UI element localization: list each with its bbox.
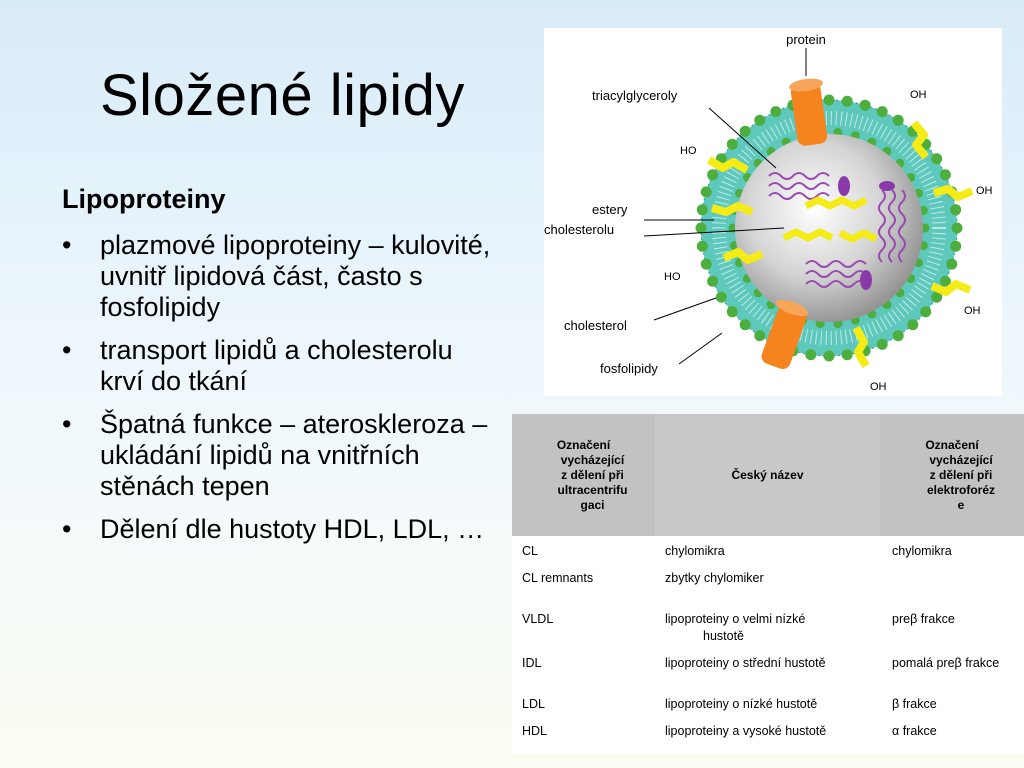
label-oh: OH [964, 305, 981, 317]
bullet-dot: • [62, 409, 72, 439]
bullet-dot: • [62, 514, 72, 544]
phospholipid-head [740, 319, 751, 330]
phospholipid-head [707, 276, 718, 287]
cell: β frakce [892, 697, 937, 711]
bullet-item [62, 230, 502, 323]
phospholipid-head [824, 351, 835, 362]
header-line: Označení [925, 437, 979, 452]
bullet-item [62, 335, 502, 397]
phospholipid-head [707, 169, 718, 180]
lipoprotein-table [512, 414, 1024, 754]
phospholipid-head [907, 319, 918, 330]
phospholipid-head [805, 349, 816, 360]
label-protein: protein [786, 32, 826, 47]
label-oh: OH [870, 381, 887, 393]
label-ho: HO [680, 145, 697, 157]
lipoprotein-diagram [544, 28, 1002, 396]
label-cholesterol: cholesterol [564, 318, 627, 333]
cell: chylomikra [892, 544, 952, 558]
lipoprotein-illustration [544, 28, 1002, 396]
header-czech-name [655, 414, 880, 536]
label-fosfolipidy: fosfolipidy [600, 361, 658, 376]
label-ho: HO [664, 271, 681, 283]
phospholipid-head [952, 223, 963, 234]
bullet-text: transport lipidů a cholesterolu krví do tkání [100, 335, 453, 396]
cell: LDL [522, 697, 545, 711]
phospholipid-head [893, 115, 904, 126]
phospholipid-head [824, 95, 835, 106]
phospholipid-head [727, 306, 738, 317]
phospholipid-head [842, 349, 853, 360]
cell: IDL [522, 656, 542, 670]
cell: hustotě [703, 629, 745, 643]
label-estery: estery [592, 202, 628, 217]
phospholipid-head [931, 153, 942, 164]
phospholipid-head [697, 204, 708, 215]
header-electrophoresis [880, 414, 1024, 536]
phospholipid-head [697, 241, 708, 252]
phospholipid-head [950, 241, 961, 252]
phospholipid-head [946, 259, 957, 270]
bullet-item [62, 514, 502, 545]
cell: lipoproteiny o střední hustotě [665, 656, 826, 670]
phospholipid-head [842, 96, 853, 107]
cell: VLDL [522, 612, 554, 626]
header-line: gaci [580, 497, 605, 512]
cell: lipoproteiny o nízké hustotě [665, 697, 818, 711]
header-line: e [957, 497, 965, 512]
phospholipid-head [696, 223, 707, 234]
cell: zbytky chylomiker [665, 571, 764, 585]
cell: pomalá preβ frakce [892, 656, 1000, 670]
label-cholesterolu: cholesterolu [544, 222, 615, 237]
header-line: z dělení při [929, 467, 993, 482]
cell: lipoproteiny o velmi nízké [665, 612, 806, 626]
label-oh: OH [976, 185, 993, 197]
bullet-text: Dělení dle hustoty HDL, LDL, … [100, 514, 485, 544]
header-line: vycházející [929, 452, 993, 467]
bullet-item [62, 409, 502, 502]
header-line: vycházející [560, 452, 625, 467]
phospholipid-head [877, 339, 888, 350]
header-line: Český název [731, 467, 804, 482]
cell: HDL [522, 724, 548, 738]
phospholipid-head [893, 330, 904, 341]
bullet-list [62, 230, 502, 557]
lipid-core [735, 134, 923, 322]
phospholipid-head [920, 306, 931, 317]
header-ultracentrifugation [512, 414, 655, 536]
header-line: ultracentrifu [557, 482, 628, 497]
phospholipid-head [770, 106, 781, 117]
bullet-dot: • [62, 335, 72, 365]
phospholipid-head [860, 100, 871, 111]
bullet-text: plazmové lipoproteiny – kulovité, uvnitř lipidová část, často s fosfolipidy [100, 230, 491, 322]
bullet-text: Špatná funkce – ateroskleroza – ukládání lipidů na vnitřních stěnách tepen [100, 409, 488, 501]
label-triacylglyceroly: triacylglyceroly [592, 88, 678, 103]
bullet-dot: • [62, 230, 72, 260]
label-oh: OH [910, 89, 927, 101]
cell: preβ frakce [892, 612, 955, 626]
phospholipid-head [701, 186, 712, 197]
table-header [512, 414, 1024, 536]
header-line: Označení [556, 437, 611, 452]
subheading: Lipoproteiny [62, 184, 226, 214]
header-line: z dělení při [561, 467, 624, 482]
cell: lipoproteiny a vysoké hustotě [665, 724, 827, 738]
cell: α frakce [892, 724, 937, 738]
phospholipid-head [877, 106, 888, 117]
phospholipid-head [740, 126, 751, 137]
phospholipid-head [940, 169, 951, 180]
phospholipid-head [950, 204, 961, 215]
phospholipid-head [754, 115, 765, 126]
phospholipid-head [727, 139, 738, 150]
phospholipid-head [716, 292, 727, 303]
page-title: Složené lipidy [100, 63, 465, 128]
cell: chylomikra [665, 544, 725, 558]
phospholipid-head [754, 330, 765, 341]
header-line: elektroforéz [926, 482, 996, 497]
cell: CL remnants [522, 571, 594, 585]
cell: CL [522, 544, 538, 558]
phospholipid-head [701, 259, 712, 270]
